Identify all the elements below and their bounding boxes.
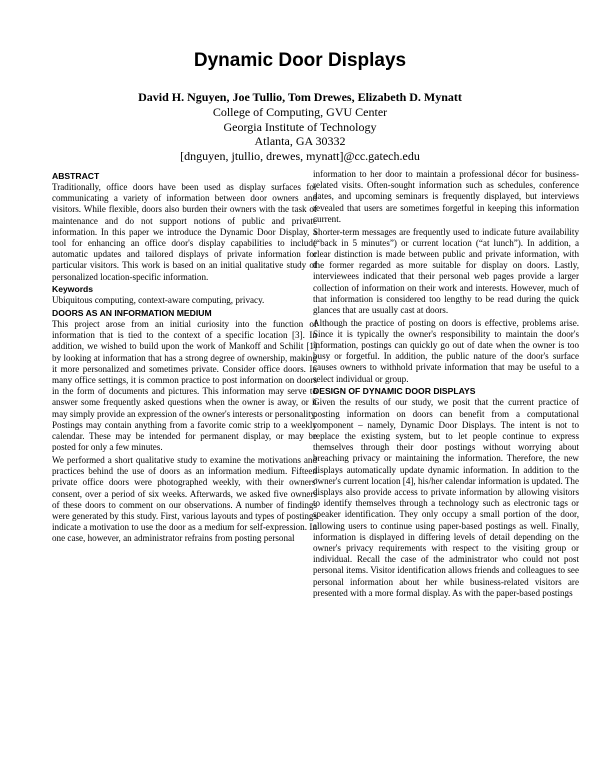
paper-title: Dynamic Door Displays — [193, 50, 407, 71]
author-list: David H. Nguyen, Joe Tullio, Tom Drewes, Elizabeth D. Mynatt — [138, 90, 462, 104]
affiliation-line: Georgia Institute of Technology — [223, 119, 377, 134]
section-heading: DOORS AS AN INFORMATION MEDIUM — [52, 308, 212, 319]
body-paragraph: information to her door to maintain a professional décor for business-related visits. Often-sought information such as schedules, conference dates, and upcoming seminars is frequently displayed, but interviews revealed that users are sometimes forgetful in keeping this information current. — [313, 169, 579, 224]
affiliation-line: Atlanta, GA 30332 — [254, 134, 346, 149]
keywords-text: Ubiquitous computing, context-aware computing, privacy. — [52, 295, 265, 306]
abstract-heading: ABSTRACT — [52, 171, 100, 181]
body-paragraph: Shorter-term messages are frequently used to indicate future availability (“back in 5 minutes”) or current location (“at lunch”). In addition, a clear distinction is made between public and private information, with the former regarded as more suitable for display on doors. Lastly, interviewees indicated that their personal web pages provide a larger collection of information on their work and interests. However, much of that information is considered too lengthy to be read during the quick glances that are usually cast at doors. — [313, 226, 579, 315]
body-paragraph: Given the results of our study, we posit that the current practice of posting information on doors can benefit from a computational component – namely, Dynamic Door Displays. The intent is not to replace the existing system, but to let people continue to express themselves through their door postings without worrying about breaching privacy or maintaining the information. Therefore, the new displays automatically update dynamic information. In addition to the owner's current location [4], his/her calendar information is updated. The displays also provide access to private information by allowing visitors to identify themselves through a technology such as electronic tags or speaker identification. They only occupy a small portion of the door, allowing users to continue using paper-based postings as well. Finally, information is displayed in differing levels of detail depending on the owner's privacy requirements with respect to the visiting group or individual. Recall the case of the administrator who could not post personal items. Visitor identification allows friends and colleagues to see personal information about her while business-related visitors are presented with a more formal display. As with the paper-based postings — [313, 397, 579, 598]
keywords-heading: Keywords — [52, 284, 94, 295]
author-emails: [dnguyen, jtullio, drewes, mynatt]@cc.gatech.edu — [180, 149, 420, 164]
body-paragraph: We performed a short qualitative study to examine the motivations and practices behind the use of doors as an information medium. Fifteen private office doors were photographed weekly, with their owners' consent, over a period of six weeks. Afterwards, we asked five owners of these doors to comment on our observations. A number of findings were generated by this study. First, various layouts and types of postings indicate a motivation to use the door as a medium for self-expression. In one case, however, an administrator refrains from posting personal — [52, 454, 317, 544]
affiliation-line: College of Computing, GVU Center — [212, 105, 388, 119]
left-column — [52, 170, 317, 546]
body-paragraph: Although the practice of posting on doors is effective, problems arise. Since it is typically the owner's responsibility to maintain the door's information, postings can quickly go out of date when the owner is too busy or forgetful. In addition, the public nature of the door's surface causes owners to withhold private information that may be useful to a select individual or group. — [313, 317, 579, 384]
abstract-text: Traditionally, office doors have been used as display surfaces for communicating a variety of information between door owners and visitors. While flexible, doors also burden their owners with the task of maintenance and do not support notions of public and private information. In this paper we introduce the Dynamic Door Display, a tool for enhancing an office door's display capabilities to include automatic updates and tailored displays of private information for particular visitors. This work is based on an initial qualitative study of personalized location-specific information. — [52, 182, 317, 282]
affiliation-block — [0, 105, 600, 164]
body-paragraph: This project arose from an initial curiosity into the function of information that is tied to the context of a specific location [3]. In addition, we wished to build upon the work of Mankoff and Schilit [1] by looking at information that has a strong degree of ownership, making it more personalized and sometimes private. Consider office doors. In many office settings, it is common practice to post information on doors in the form of documents and pictures. This information may serve to answer some frequently asked questions when the owner is away, or it may simply provide an expression of the owner's interests or personality. Postings may contain anything from a favorite comic strip to a weekly calendar. These may be intended for permanent display, or may be posted for only a few minutes. — [52, 319, 317, 453]
right-column — [313, 169, 579, 601]
section-heading: DESIGN OF DYNAMIC DOOR DISPLAYS — [313, 386, 476, 397]
